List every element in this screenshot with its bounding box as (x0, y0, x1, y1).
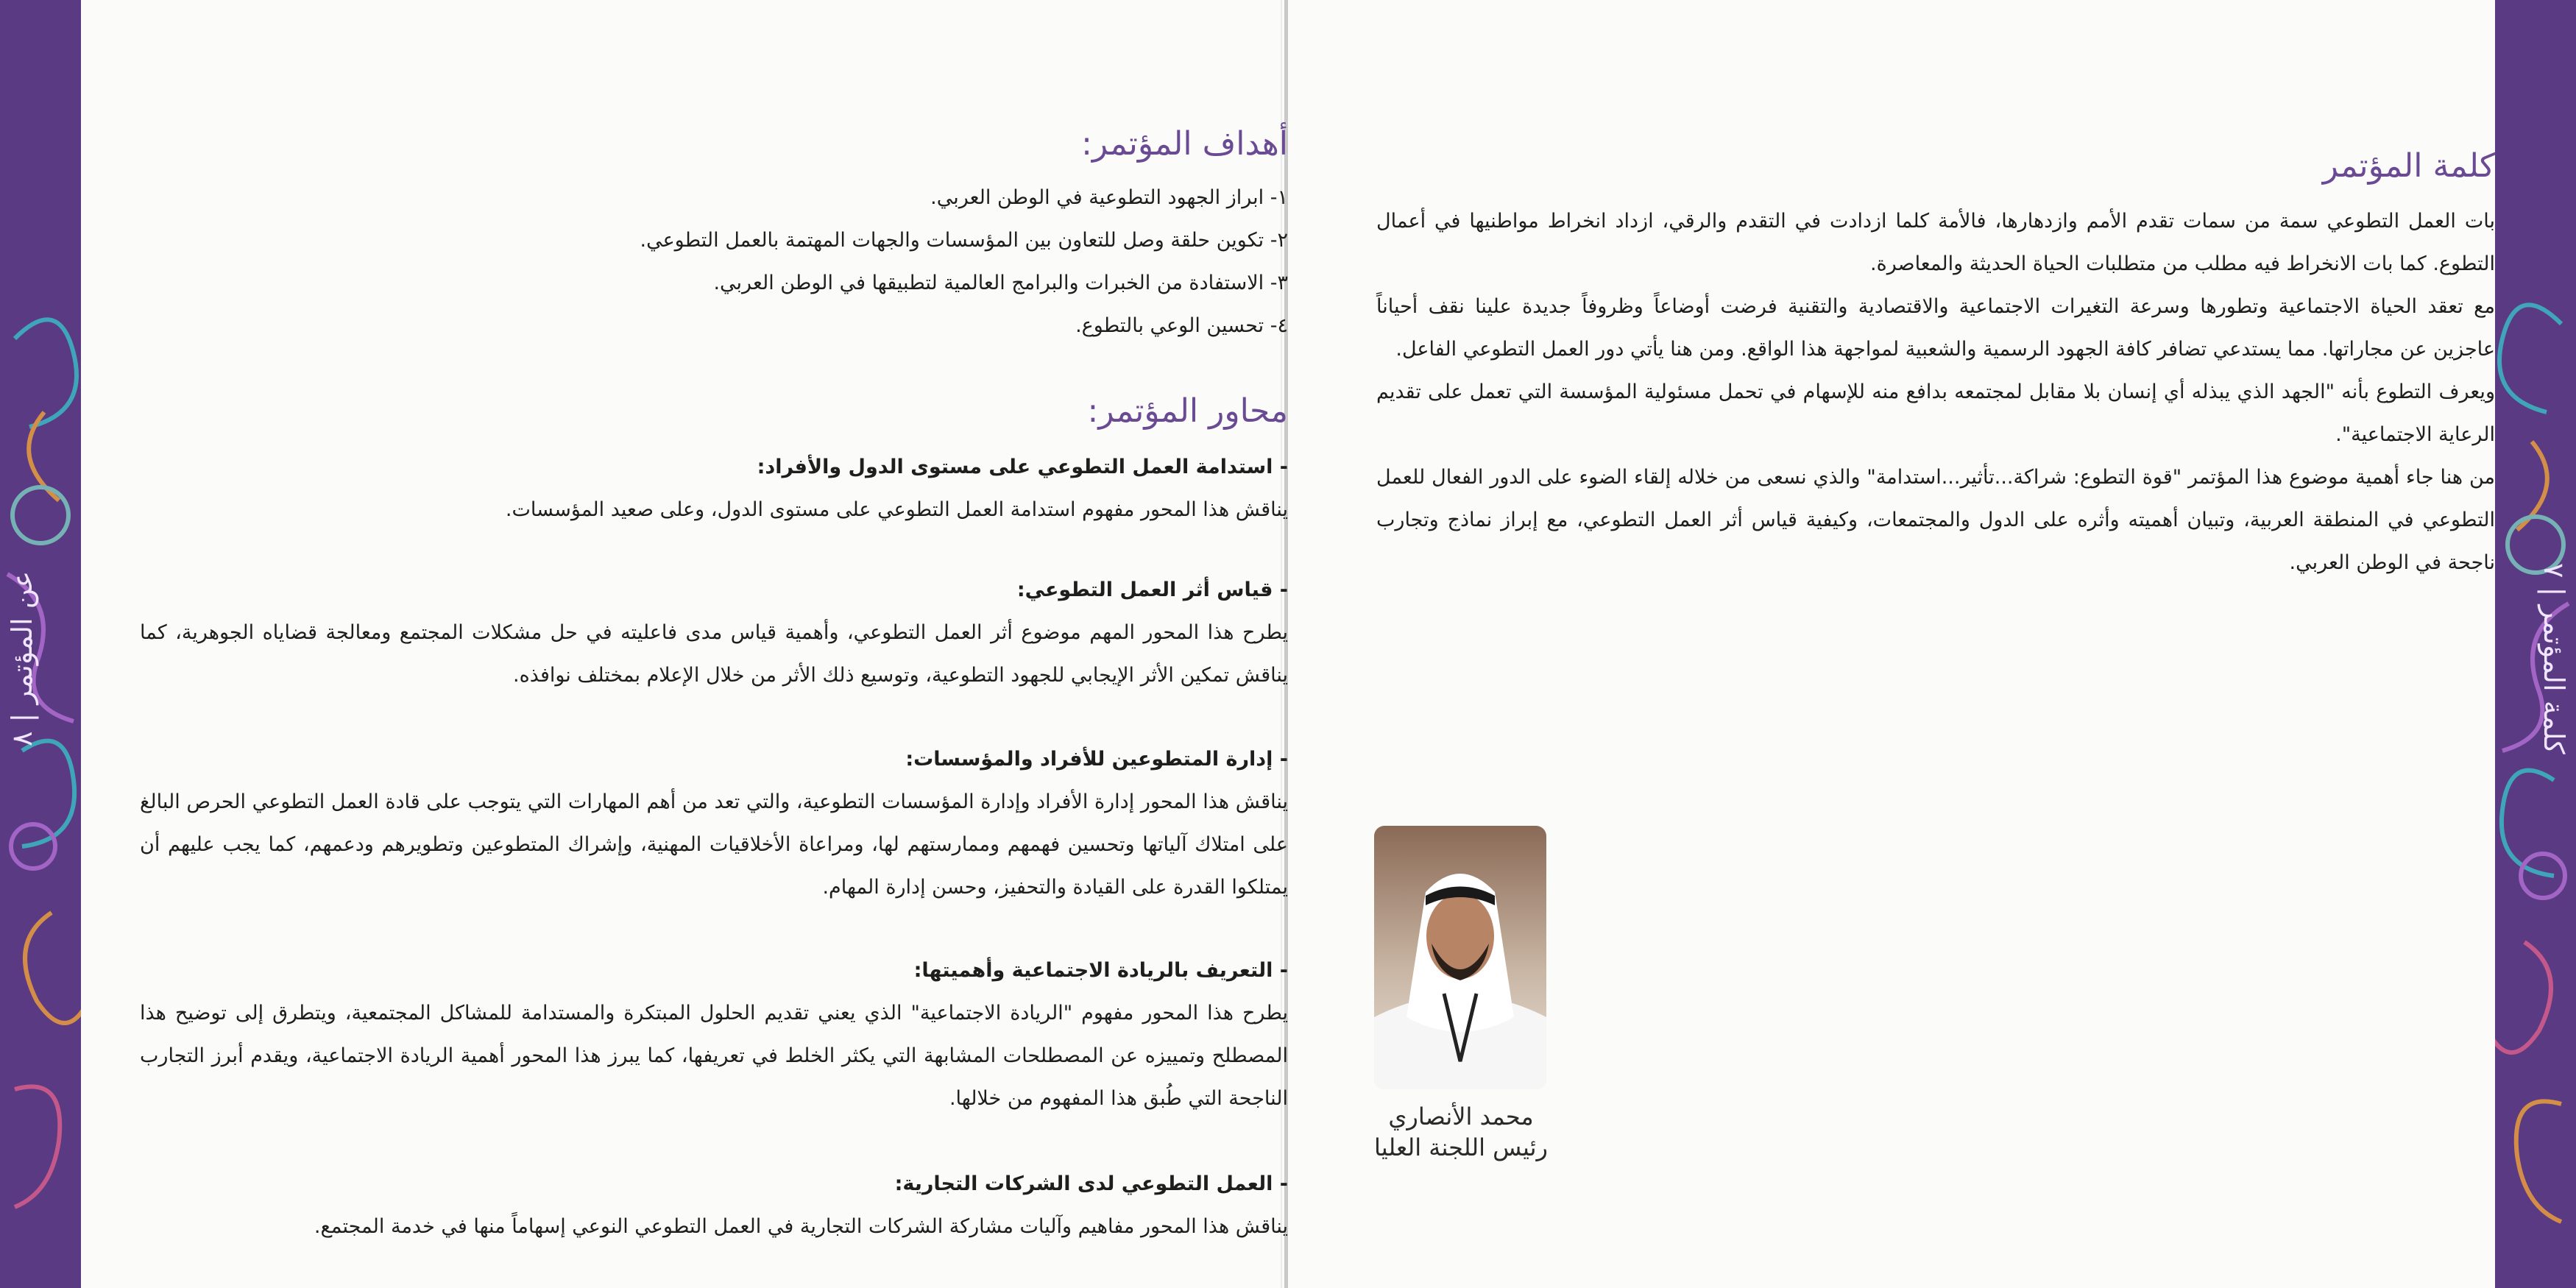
left-page (81, 0, 1288, 1288)
axis-section (140, 949, 1288, 1120)
axes-title: محاور المؤتمر: (1087, 392, 1288, 430)
axis-heading: - استدامة العمل التطوعي على مستوى الدول والأفراد: (757, 456, 1288, 478)
goals-list (140, 177, 1288, 347)
axis-section (140, 738, 1288, 909)
axis-section (140, 446, 1288, 531)
left-decorative-band (0, 0, 81, 1288)
axis-heading: - إدارة المتطوعين للأفراد والمؤسسات: (905, 748, 1288, 771)
axis-body: يطرح هذا المحور المهم موضوع أثر العمل التطوعي، وأهمية قياس مدى فاعليته في حل مشكلات المجتمع ومعالجة قضاياه الجوهرية، كما يناقش تمكين الأثر الإيجابي للجهود التطوعية، وتوسيع ذلك الأثر من خلال الإعلام بمختلف نوافذه. (140, 621, 1288, 687)
axis-section (140, 1163, 1288, 1248)
signer-name: محمد الأنصاري (1388, 1103, 1534, 1130)
right-decorative-band (2495, 0, 2576, 1288)
axis-section (140, 569, 1288, 697)
right-page (1288, 0, 2495, 1288)
axis-body: يناقش هذا المحور إدارة الأفراد وإدارة المؤسسات التطوعية، والتي تعد من أهم المهارات التي يتوجب على قادة العمل التطوعي الحرص البالغ على امتلاك آلياتها وتحسين فهمهم وممارستهم لها، ومراعاة الأخلاقيات المهنية، وإشراك المتطوعين وتطويرهم ودعمهم، كما يجب عليهم أن يمتلكوا القدرة على القيادة والتحفيز، وحسن إدارة المهام. (140, 790, 1288, 899)
intro-text (1376, 200, 2495, 584)
axis-heading: - العمل التطوعي لدى الشركات التجارية: (894, 1172, 1288, 1195)
goal-item: ٤- تحسين الوعي بالتطوع. (1075, 314, 1288, 337)
goal-item: ٢- تكوين حلقة وصل للتعاون بين المؤسسات والجهات المهتمة بالعمل التطوعي. (640, 229, 1288, 252)
axis-heading: - التعريف بالريادة الاجتماعية وأهميتها: (913, 959, 1288, 982)
portrait-illustration (1374, 826, 1546, 1089)
conference-word-title: كلمة المؤتمر (2322, 147, 2495, 185)
paragraph: من هنا جاء أهمية موضوع هذا المؤتمر "قوة التطوع: شراكة...تأثير...استدامة" والذي نسعى من خلاله إلقاء الضوء على الدور الفعال للعمل التطوعي في المنطقة العربية، وتبيان أهميته وأثره على الدول والمجتمعات، وكيفية قياس أثر العمل التطوعي، مع إبراز نماذج وتجارب ناجحة في الوطن العربي. (1376, 466, 2495, 574)
left-band-label: عن المؤتمر | ٨ (6, 570, 38, 747)
goal-item: ٣- الاستفادة من الخبرات والبرامج العالمية لتطبيقها في الوطن العربي. (713, 272, 1288, 294)
axis-body: يطرح هذا المحور مفهوم "الريادة الاجتماعية" الذي يعني تقديم الحلول المبتكرة والمستدامة للمشاكل المجتمعية، ويتطرق إلى توضيح هذا المصطلح وتمييزه عن المصطلحات المشابهة التي يكثر الخلط في تعريفها، كما يبرز هذا المحور أهمية الريادة الاجتماعية، ويقدم أبرز التجارب الناجحة التي طُبق هذا المفهوم من خلالها. (140, 1002, 1288, 1110)
paragraph: ويعرف التطوع بأنه "الجهد الذي يبذله أي إنسان بلا مقابل لمجتمعه بدافع منه للإسهام في تحمل مسئولية المؤسسة التي تعمل على تقديم الرعاية الاجتماعية". (1376, 381, 2495, 446)
axis-heading: - قياس أثر العمل التطوعي: (1016, 578, 1288, 601)
paragraph: بات العمل التطوعي سمة من سمات تقدم الأمم وازدهارها، فالأمة كلما ازدادت في التقدم والرقي، ازداد انخراط مواطنيها في أعمال التطوع. كما بات الانخراط فيه مطلب من متطلبات الحياة الحديثة والمعاصرة. (1376, 210, 2495, 275)
goal-item: ١- ابراز الجهود التطوعية في الوطن العربي. (930, 186, 1288, 209)
axis-body: يناقش هذا المحور مفهوم استدامة العمل التطوعي على مستوى الدول، وعلى صعيد المؤسسات. (505, 498, 1288, 521)
axis-body: يناقش هذا المحور مفاهيم وآليات مشاركة الشركات التجارية في العمل التطوعي النوعي إسهاماً منها في خدمة المجتمع. (314, 1215, 1288, 1238)
paragraph: مع تعقد الحياة الاجتماعية وتطورها وسرعة التغيرات الاجتماعية والاقتصادية والتقنية فرضت أوضاعاً وظروفاً جديدة علينا نقف أحياناً عاجزين عن مجاراتها. مما يستدعي تضافر كافة الجهود الرسمية والشعبية لمواجهة هذا الواقع. ومن هنا يأتي دور العمل التطوعي الفاعل. (1376, 295, 2495, 361)
signer-title: رئيس اللجنة العليا (1374, 1133, 1548, 1161)
signer-portrait (1374, 826, 1546, 1089)
goals-title: أهداف المؤتمر: (1081, 125, 1288, 163)
right-band-label: كلمة المؤتمر | ٧ (2538, 563, 2570, 754)
